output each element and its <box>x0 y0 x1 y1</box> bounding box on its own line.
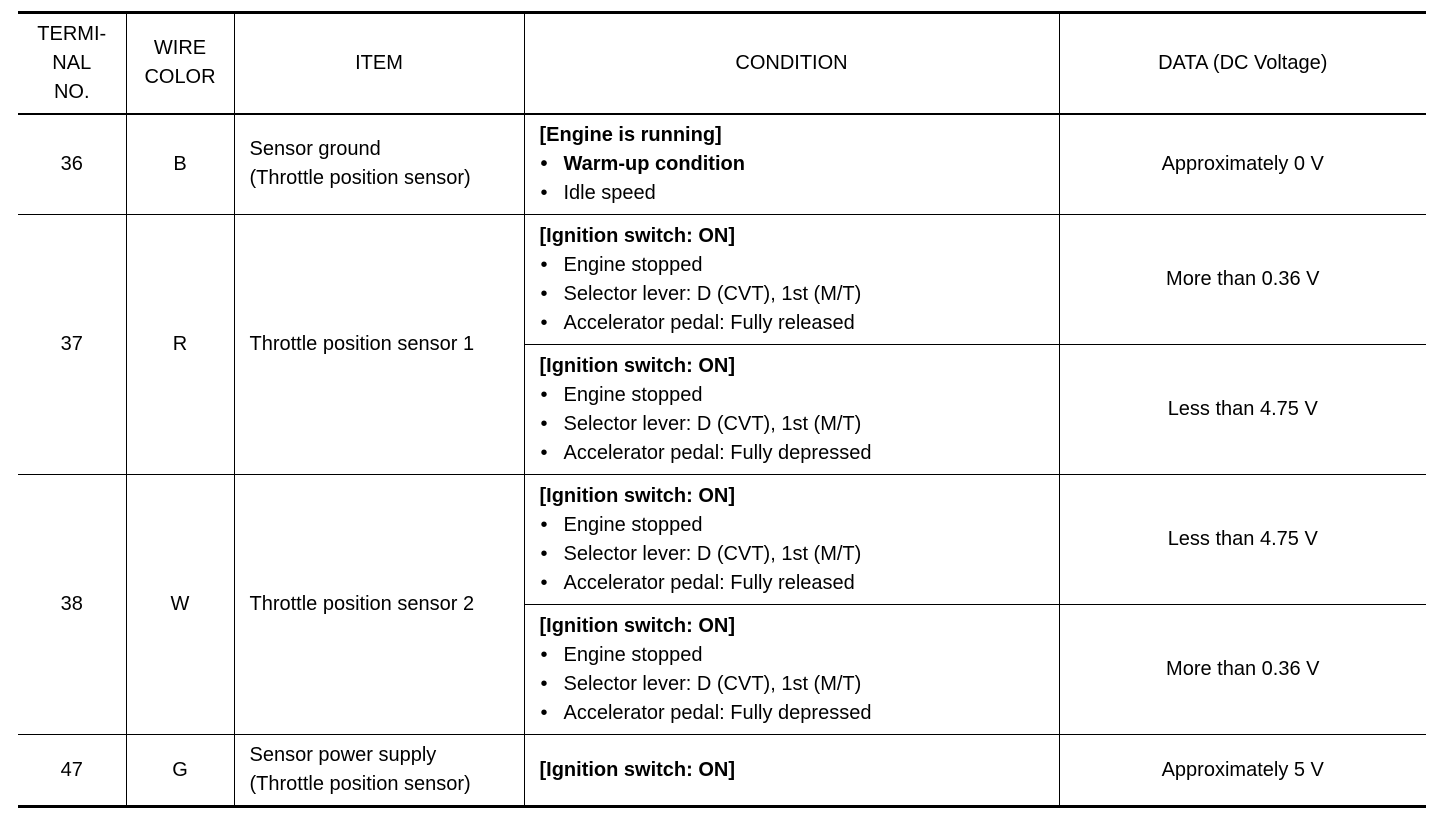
header-wire-color: WIRE COLOR <box>126 13 234 114</box>
header-data: DATA (DC Voltage) <box>1059 13 1426 114</box>
condition-cell <box>524 215 1059 345</box>
table-row <box>18 114 1426 215</box>
condition-bullet: • Accelerator pedal: Fully depressed <box>540 699 1059 728</box>
condition-bullet: • Engine stopped <box>540 251 1059 280</box>
condition-list <box>540 251 1059 338</box>
terminal-data-table <box>18 11 1426 808</box>
condition-bullet: • Engine stopped <box>540 381 1059 410</box>
wire-color: G <box>126 735 234 807</box>
condition-cell <box>524 114 1059 215</box>
condition-cell <box>524 735 1059 807</box>
header-condition: CONDITION <box>524 13 1059 114</box>
condition-bullet: • Engine stopped <box>540 641 1059 670</box>
condition-list <box>540 641 1059 728</box>
condition-bullet: • Selector lever: D (CVT), 1st (M/T) <box>540 670 1059 699</box>
data-value: More than 0.36 V <box>1059 605 1426 735</box>
condition-heading: [Ignition switch: ON] <box>539 484 736 507</box>
condition-list <box>540 150 1059 208</box>
condition-bullet: • Accelerator pedal: Fully depressed <box>540 439 1059 468</box>
condition-bullet: • Engine stopped <box>540 511 1059 540</box>
condition-list <box>540 381 1059 468</box>
condition-bullet: • Selector lever: D (CVT), 1st (M/T) <box>540 540 1059 569</box>
terminal-number: 36 <box>18 114 126 215</box>
condition-bullet: • Selector lever: D (CVT), 1st (M/T) <box>540 280 1059 309</box>
header-item: ITEM <box>234 13 524 114</box>
condition-bullet: • Idle speed <box>540 179 1059 208</box>
condition-heading: [Ignition switch: ON] <box>539 758 736 781</box>
item-name: Sensor ground (Throttle position sensor) <box>234 114 524 215</box>
condition-heading: [Ignition switch: ON] <box>539 224 736 247</box>
condition-cell <box>524 345 1059 475</box>
condition-list <box>540 511 1059 598</box>
condition-cell <box>524 475 1059 605</box>
condition-bullet: • Accelerator pedal: Fully released <box>540 309 1059 338</box>
wire-color: R <box>126 215 234 475</box>
item-name: Throttle position sensor 2 <box>234 475 524 735</box>
condition-heading: [Engine is running] <box>539 123 722 146</box>
condition-bullet: • Accelerator pedal: Fully released <box>540 569 1059 598</box>
condition-heading: [Ignition switch: ON] <box>539 614 736 637</box>
data-value: Approximately 0 V <box>1059 114 1426 215</box>
item-name: Sensor power supply (Throttle position sensor) <box>234 735 524 807</box>
data-value: More than 0.36 V <box>1059 215 1426 345</box>
condition-bullet: • Selector lever: D (CVT), 1st (M/T) <box>540 410 1059 439</box>
table-row <box>18 475 1426 605</box>
terminal-number: 38 <box>18 475 126 735</box>
condition-heading: [Ignition switch: ON] <box>539 354 736 377</box>
header-terminal-no: TERMI- NAL NO. <box>18 13 126 114</box>
table-header-row <box>18 13 1426 114</box>
wire-color: B <box>126 114 234 215</box>
item-name: Throttle position sensor 1 <box>234 215 524 475</box>
data-value: Approximately 5 V <box>1059 735 1426 807</box>
condition-cell <box>524 605 1059 735</box>
wire-color: W <box>126 475 234 735</box>
data-value: Less than 4.75 V <box>1059 475 1426 605</box>
table-row <box>18 735 1426 807</box>
terminal-number: 47 <box>18 735 126 807</box>
terminal-number: 37 <box>18 215 126 475</box>
table-row <box>18 215 1426 345</box>
data-value: Less than 4.75 V <box>1059 345 1426 475</box>
condition-bullet: • Warm-up condition <box>540 150 1059 179</box>
